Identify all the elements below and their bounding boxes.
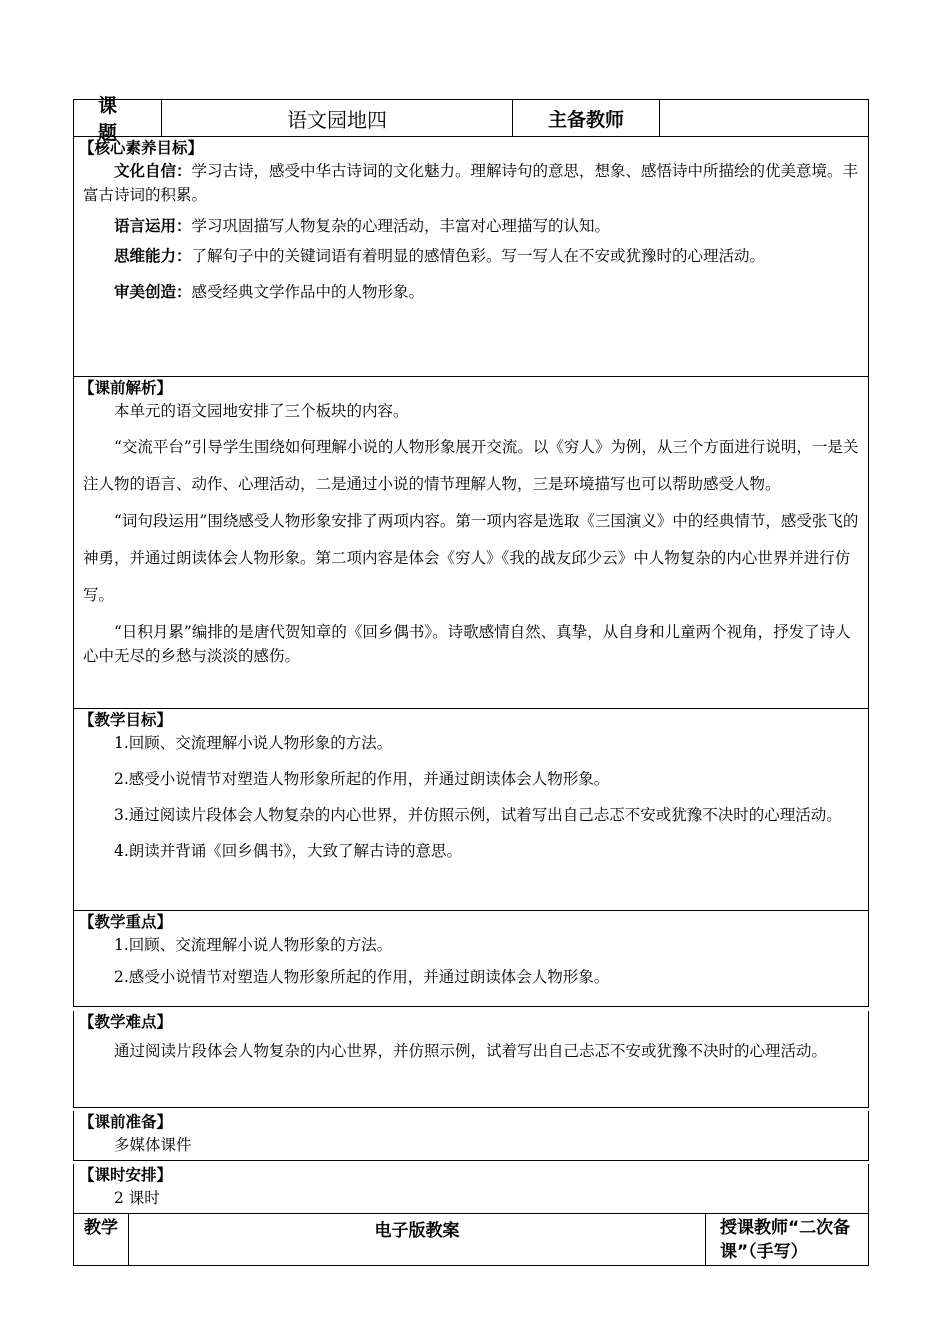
schedule-title: 【课时安排】 xyxy=(79,1166,173,1184)
footer-row xyxy=(73,1214,869,1266)
prep-text: 多媒体课件 xyxy=(114,1136,192,1154)
footer-second-prep: 授课教师“二次备课”（手写） xyxy=(720,1218,851,1262)
core-literacy-section xyxy=(73,137,869,377)
goals-title: 【教学目标】 xyxy=(79,711,173,729)
topic-label: 课题 xyxy=(74,100,162,136)
schedule-section xyxy=(73,1164,869,1214)
core-item: 语言运用：学习巩固描写人物复杂的心理活动，丰富对心理描写的认知。 xyxy=(114,217,611,235)
key-title: 【教学重点】 xyxy=(79,913,173,931)
header-row xyxy=(73,95,869,144)
difficult-text: 通过阅读片段体会人物复杂的内心世界，并仿照示例，试着写出自己忐忑不安或犹豫不决时的心理活动。 xyxy=(114,1042,828,1060)
analysis-para: “日积月累”编排的是唐代贺知章的《回乡偶书》。诗歌感情自然、真挚，从自身和儿童两个视角，抒发了诗人心中无尽的乡愁与淡淡的感伤。 xyxy=(83,623,851,665)
teacher-value xyxy=(660,100,868,136)
pre-class-analysis-section xyxy=(73,377,869,709)
difficult-points-section xyxy=(73,1011,869,1108)
teaching-goals-section xyxy=(73,709,869,911)
key-item: 2.感受小说情节对塑造人物形象所起的作用，并通过朗读体会人物形象。 xyxy=(114,968,610,986)
core-literacy-title: 【核心素养目标】 xyxy=(79,139,204,157)
analysis-para: “词句段运用”围绕感受人物形象安排了两项内容。第一项内容是选取《三国演义》中的经典情节，感受张飞的神勇，并通过朗读体会人物形象。第二项内容是体会《穷人》《我的战友邱少云》中人物复杂的内心世界并进行仿写。 xyxy=(83,512,859,604)
lesson-plan-table xyxy=(73,95,869,1266)
footer-teaching: 教学 xyxy=(74,1214,129,1265)
preparation-section xyxy=(73,1111,869,1161)
core-item: 文化自信：学习古诗，感受中华古诗词的文化魅力。理解诗句的意思，想象、感悟诗中所描绘的优美意境。丰富古诗词的积累。 xyxy=(83,162,859,204)
goal-item: 2.感受小说情节对塑造人物形象所起的作用，并通过朗读体会人物形象。 xyxy=(114,770,610,788)
topic-value: 语文园地四 xyxy=(162,100,513,136)
goal-item: 1.回顾、交流理解小说人物形象的方法。 xyxy=(114,734,393,752)
core-item: 审美创造：感受经典文学作品中的人物形象。 xyxy=(114,283,425,301)
core-item: 思维能力：了解句子中的关键词语有着明显的感情色彩。写一写人在不安或犹豫时的心理活动。 xyxy=(114,247,766,265)
analysis-title: 【课前解析】 xyxy=(79,379,173,397)
teacher-label: 主备教师 xyxy=(513,100,660,136)
goal-item: 3.通过阅读片段体会人物复杂的内心世界，并仿照示例，试着写出自己忐忑不安或犹豫不决时的心理活动。 xyxy=(114,806,842,824)
difficult-title: 【教学难点】 xyxy=(79,1013,173,1031)
key-item: 1.回顾、交流理解小说人物形象的方法。 xyxy=(114,936,393,954)
goal-item: 4.朗读并背诵《回乡偶书》，大致了解古诗的意思。 xyxy=(114,842,463,860)
analysis-para: “交流平台”引导学生围绕如何理解小说的人物形象展开交流。以《穷人》为例，从三个方面进行说明，一是关注人物的语言、动作、心理活动，二是通过小说的情节理解人物，三是环境描写也可以帮助感受人物。 xyxy=(83,438,859,493)
footer-electronic-plan: 电子版教案 xyxy=(129,1214,706,1265)
key-points-section xyxy=(73,911,869,1007)
schedule-text: 2 课时 xyxy=(114,1189,160,1207)
prep-title: 【课前准备】 xyxy=(79,1113,173,1131)
analysis-para: 本单元的语文园地安排了三个板块的内容。 xyxy=(114,402,409,420)
